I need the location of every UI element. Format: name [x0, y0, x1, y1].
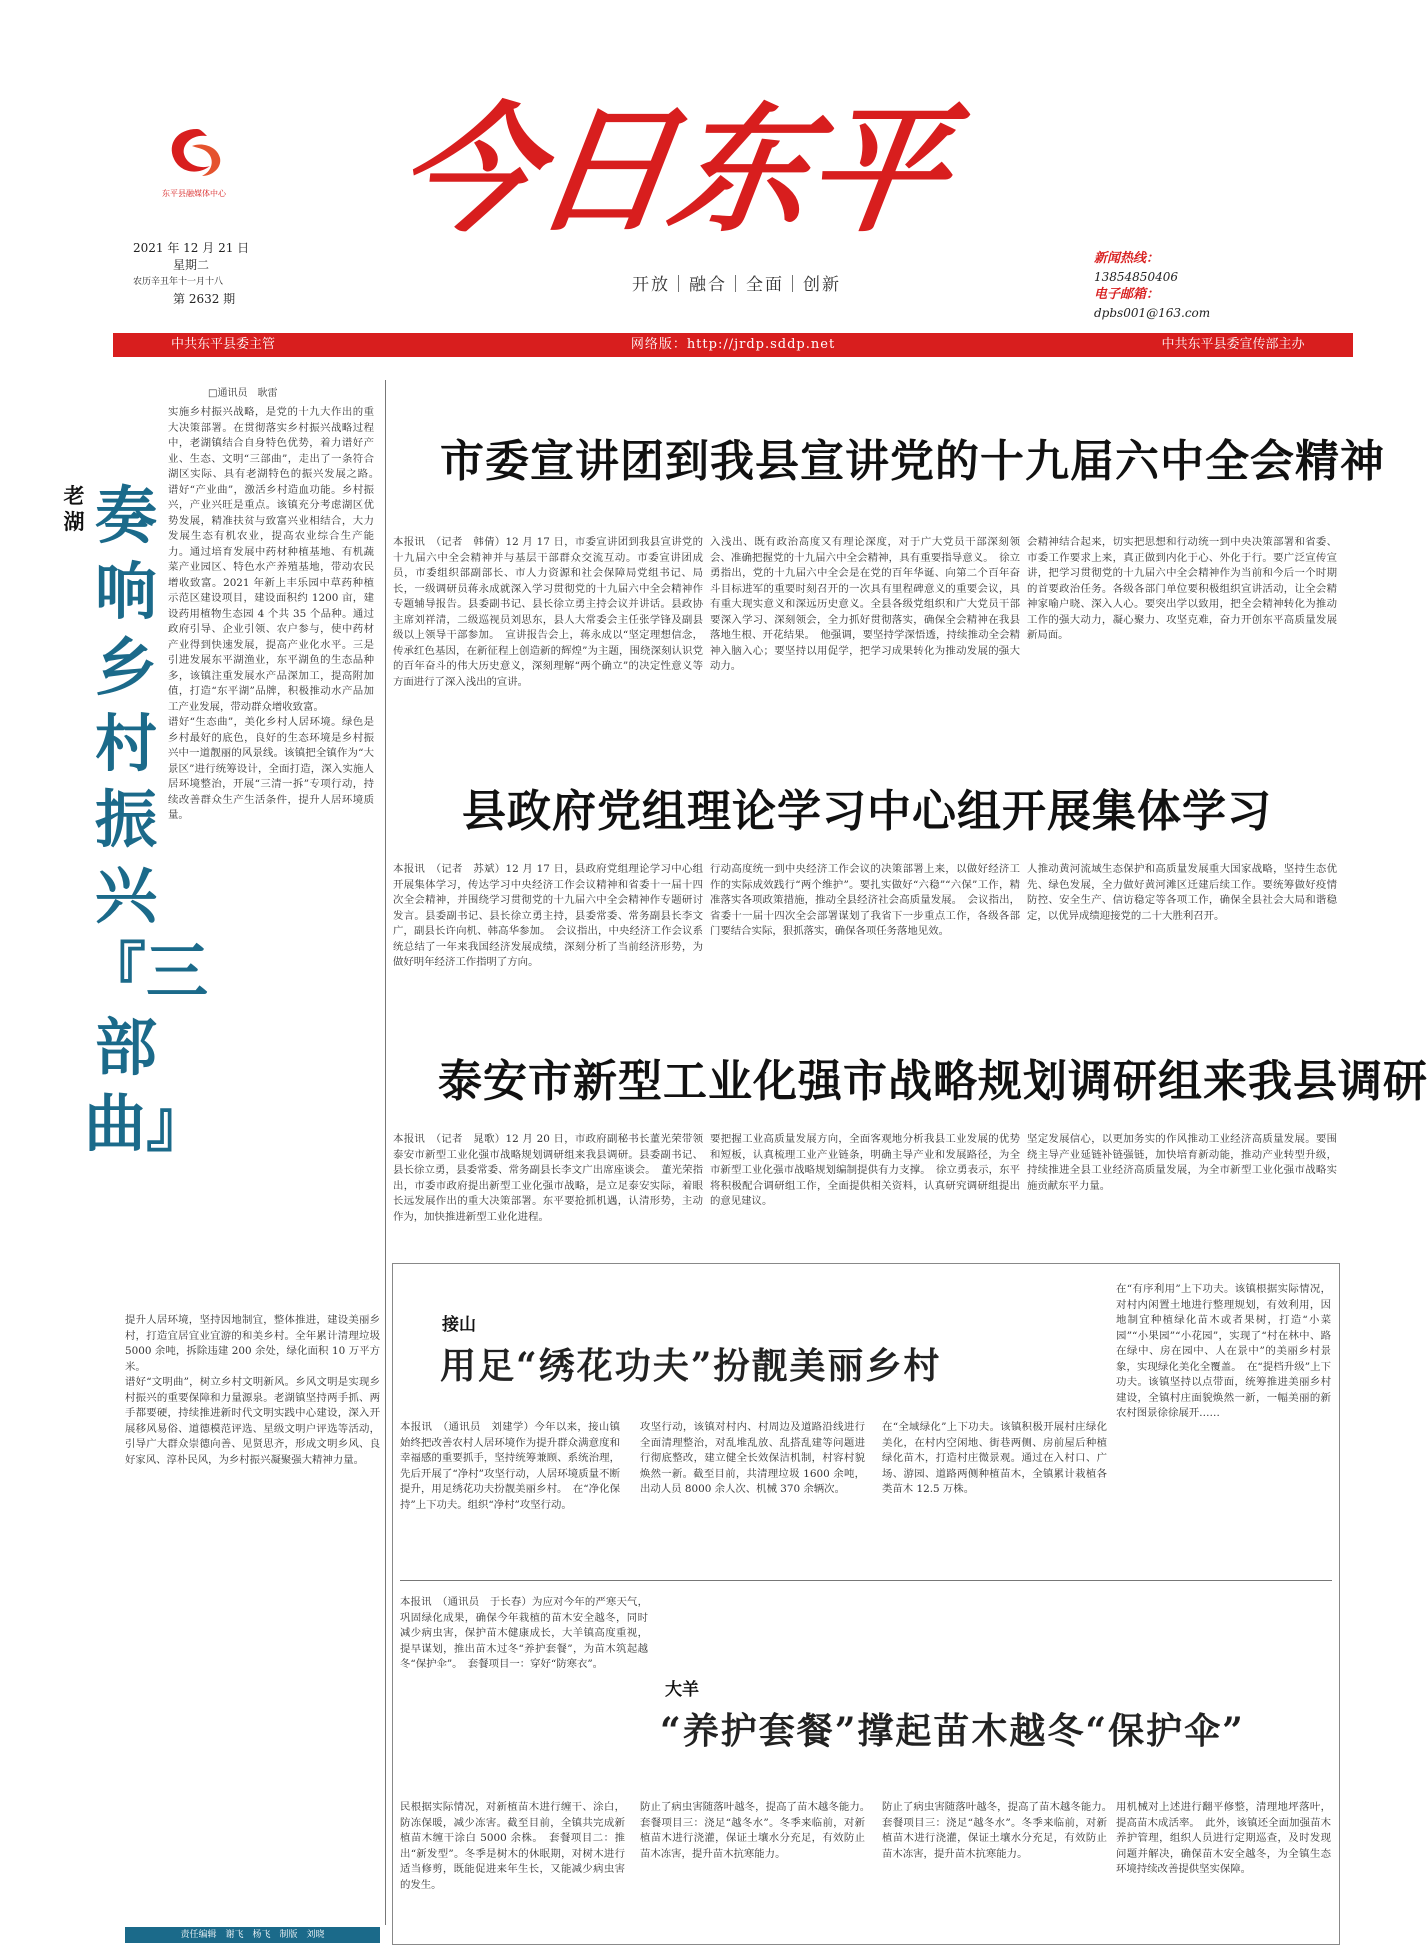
email-label: 电子邮箱： — [1094, 287, 1160, 302]
logo-caption: 东平县融媒体中心 — [162, 189, 226, 198]
side-headline: 奏响乡村振兴『三部曲』 — [84, 479, 209, 1160]
story3-headline: 泰安市新型工业化强市战略规划调研组来我县调研 — [438, 1056, 1428, 1107]
story4-place: 接山 — [442, 1315, 476, 1335]
story4-headline: 用足“绣花功夫”扮靓美丽乡村 — [440, 1345, 942, 1387]
story2-col3: 人推动黄河流域生态保护和高质量发展重大国家战略，坚持生态优先、绿色发展，全力做好黄河滩区迁建后续工作。要统筹做好疫情防控、安全生产、信访稳定等各项工作，确保全县社会大局和谐稳定，以优异成绩迎接党的二十大胜利召开。 — [1027, 863, 1337, 922]
story1-headline: 市委宣讲团到我县宣讲党的十九届六中全会精神 — [440, 436, 1385, 487]
editor-credit: 责任编辑 谢飞 杨飞 制版 刘晓 — [125, 1927, 380, 1943]
hotline-number: 13854850406 — [1094, 270, 1178, 284]
story5-col1: 本报讯 （通讯员 于长春）为应对今年的严寒天气，巩固绿化成果，确保今年栽植的苗木安全越冬，同时减少病虫害，保护苗木健康成长，大羊镇高度重视，提早谋划，推出苗木过冬“养护套餐”，为苗木筑起越冬“保护伞”。 套餐项目一：穿好“防寒衣”。 — [400, 1596, 648, 1670]
story3-col3: 坚定发展信心，以更加务实的作风推动工业经济高质量发展。要围绕主导产业延链补链强链，加快培育新动能，推动产业转型升级，持续推进全县工业经济高质量发展，为全市新型工业化强市战略实施贡献东平力量。 — [1027, 1133, 1337, 1192]
web-edition-link[interactable]: 网络版：http://jrdp.sddp.net — [630, 337, 836, 352]
story1-col3: 会精神结合起来，切实把思想和行动统一到中央决策部署和省委、市委工作要求上来，真正做到内化于心、外化于行。要广泛宣传宣讲，把学习贯彻党的十九届六中全会精神作为当前和今后一个时期的首要政治任务。各级各部门单位要积极组织宣讲活动，让全会精神家喻户晓、深入人心。要突出学以致用，把全会精神转化为推动工作的强大动力，凝心聚力、攻坚克难，奋力开创东平高质量发展新局面。 — [1027, 536, 1337, 641]
side-place: 老湖 — [63, 483, 85, 534]
hotline-label: 新闻热线： — [1094, 251, 1160, 266]
story5-col3b: 防止了病虫害随落叶越冬，提高了苗木越冬能力。 套餐项目三：浇足“越冬水”。冬季来临前，对新植苗木进行浇灌，保证土壤水分充足，有效防止苗木冻害，提升苗木抗寒能力。 — [882, 1801, 1118, 1860]
story2-col1: 本报讯 （记者 苏斌）12 月 17 日，县政府党组理论学习中心组开展集体学习，传达学习中央经济工作会议精神和省委十一届十四次全会精神，并围绕学习贯彻党的十九届六中全会精神作专题研讨发言。县委副书记、县长徐立勇主持，县委常委、常务副县长李文广，副县长许向机、韩高华参加。 会议指出，中央经济工作会议系统总结了一年来我国经济发展成绩，深刻分析了当前经济形势，为做好明年经济工作指明了方向。 — [393, 863, 703, 968]
side-body-col1: 实施乡村振兴战略，是党的十九大作出的重大决策部署。在贯彻落实乡村振兴战略过程中，老湖镇结合自身特色优势，着力谱好产业、生态、文明“三部曲”，走出了一条符合湖区实际、具有老湖特色的振兴发展之路。 谱好“产业曲”，激活乡村造血功能。乡村振兴，产业兴旺是重点。该镇充分考虑湖区优势发展，精准扶贫与致富兴业相结合，大力发展生态有机农业，提高农业综合生产能力。通过培育发展中药材种植基地、有机蔬菜产业园区、特色水产养殖基地，带动农民增收致富。2021 年新上丰乐园中草药种植示范区建设项目，建设面积约 1200 亩，建设药用植物生态园 4 个共 35 个品种。通过政府引导、企业引领、农户参与，使中药材产业得到快速发展，提高产业化水平。三是引进发展东平湖渔业，东平湖鱼的生态品种多，该镇注重发展水产品深加工，提高附加值，打造“东平湖”品牌，积极推动水产品加工产业发展，带动群众增收致富。 谱好“生态曲”，美化乡村人居环境。绿色是乡村最好的底色，良好的生态环境是乡村振兴中一道靓丽的风景线。该镇把全镇作为“大景区”进行统筹设计，全面打造，深入实施人居环境整治，开展“三清一拆”专项行动，持续改善群众生产生活条件，提升人居环境质量。 — [168, 406, 385, 821]
issue-weekday: 星期二 — [173, 258, 210, 272]
email-address: dpbs001@163.com — [1094, 306, 1211, 320]
lunar-date: 农历辛丑年十一月十八 — [133, 277, 224, 287]
publisher-left: 中共东平县委主管 — [170, 337, 275, 352]
story-divider — [400, 1580, 1332, 1581]
story5-place: 大羊 — [665, 1680, 699, 1700]
story4-col2: 攻坚行动，该镇对村内、村周边及道路沿线进行全面清理整治，对乱堆乱放、乱搭乱建等问题进行彻底整改，建立健全长效保洁机制，村容村貌焕然一新。截至目前，共清理垃圾 1600 余吨，出动人员 8000 余人次、机械 370 余辆次。 — [640, 1421, 865, 1495]
masthead-title: 今日东平 — [388, 88, 956, 251]
story5-col4: 用机械对上述进行翻平修整，清理地坪落叶，提高苗木成活率。 此外，该镇还全面加强苗木养护管理，组织人员进行定期巡查，及时发现问题并解决，确保苗木安全越冬，为全镇生态环境持续改善提供坚实保障。 — [1116, 1801, 1331, 1875]
story5-headline: “养护套餐”撑起苗木越冬“保护伞” — [660, 1710, 1245, 1752]
side-byline: □通讯员 耿雷 — [208, 388, 278, 399]
story5-col3: 防止了病虫害随落叶越冬，提高了苗木越冬能力。 套餐项目三：浇足“越冬水”。冬季来临前，对新植苗木进行浇灌，保证土壤水分充足，有效防止苗木冻害，提升苗木抗寒能力。 — [640, 1801, 876, 1860]
story3-col1: 本报讯 （记者 晁歌）12 月 20 日，市政府副秘书长董光荣带领泰安市新型工业化强市战略规划调研组来我县调研。县委副书记、县长徐立勇，县委常委、常务副县长李文广出席座谈会。 董光荣指出，市委市政府提出新型工业化强市战略，是立足泰安实际，着眼长远发展作出的重大决策部署。东平要抢抓机遇，认清形势，主动作为，加快推进新型工业化进程。 — [393, 1133, 703, 1223]
date-block — [133, 240, 263, 308]
story2-col2: 行动高度统一到中央经济工作会议的决策部署上来，以做好经济工作的实际成效践行“两个维护”。要扎实做好“六稳”“六保”工作，精准落实各项政策措施，推动全县经济社会高质量发展。 会议指出，省委十一届十四次全会部署谋划了我省下一步重点工作，各级各部门要结合实际，狠抓落实，确保各项任务落地见效。 — [710, 863, 1020, 937]
story4-col1: 本报讯 （通讯员 刘建学）今年以来，接山镇始终把改善农村人居环境作为提升群众满意度和幸福感的重要抓手，坚持统筹兼顾、系统治理，先后开展了“净村”攻坚行动，人居环境质量不断提升，用足绣花功夫扮靓美丽乡村。 在“净化保持”上下功夫。组织“净村”攻坚行动。 — [400, 1421, 620, 1511]
logo-emblem — [162, 124, 232, 184]
story3-col2: 要把握工业高质量发展方向，全面客观地分析我县工业发展的优势和短板，认真梳理工业产业链条，明确主导产业和发展路径，为全市新型工业化强市战略规划编制提供有力支撑。 徐立勇表示，东平将积极配合调研组工作，全面提供相关资料，认真研究调研组提出的意见建议。 — [710, 1133, 1020, 1207]
issue-date: 2021 年 12 月 21 日 — [133, 241, 250, 255]
story5-col2: 民根据实际情况，对新植苗木进行缠干、涂白，防冻保暖，减少冻害。截至目前，全镇共完成新植苗木缠干涂白 5000 余株。 套餐项目二：推出“新发型”。冬季是树木的休眠期，对树木进行适当修剪，既能促进来年生长，又能减少病虫害的发生。 — [400, 1801, 625, 1891]
story1-col1: 本报讯 （记者 韩倩）12 月 17 日，市委宣讲团到我县宣讲党的十九届六中全会精神并与基层干部群众交流互动。市委宣讲团成员，市委组织部副部长、市人力资源和社会保障局党组书记、局长，一级调研员蒋永成就深入学习贯彻党的十九届六中全会精神作专题辅导报告。县委副书记、县长徐立勇主持会议并讲话。县政协主席刘祥清，二级巡视员刘思东，县人大常委会主任张学锋及副县级以上领导干部参加。 宣讲报告会上，蒋永成以“坚定理想信念，传承红色基因，在新征程上创造新的辉煌”为主题，围绕深刻认识党的百年奋斗的伟大历史意义，深刻理解“两个确立”的决定性意义等方面进行了深入浅出的宣讲。 — [393, 536, 703, 688]
story1-col2: 入浅出、既有政治高度又有理论深度，对于广大党员干部深刻领会、准确把握党的十九届六中全会精神，具有重要指导意义。 徐立勇指出，党的十九届六中全会是在党的百年华诞、向第二个百年奋斗目标进军的重要时刻召开的一次具有里程碑意义的重要会议，具有重大现实意义和深远历史意义。全县各级党组织和广大党员干部要深入学习、深刻领会，全力抓好贯彻落实，确保全会精神在我县落地生根、开花结果。 他强调，要坚持学深悟透，持续推动全会精神入脑入心；要坚持以用促学，把学习成果转化为推动发展的强大动力。 — [710, 536, 1020, 672]
story2-headline: 县政府党组理论学习中心组开展集体学习 — [462, 786, 1272, 837]
story4-col4: 在“有序利用”上下功夫。该镇根据实际情况，对村内闲置土地进行整理规划，有效利用，因地制宜种植绿化苗木或者果树，打造“小菜园”“小果园”“小花园”，实现了“村在林中、路在绿中、房在园中、人在景中”的美丽乡村景象，实现绿化美化全覆盖。 在“提档升级”上下功夫。该镇坚持以点带面，统筹推进美丽乡村建设，全镇村庄面貌焕然一新，一幅美丽的新农村图景徐徐展开…… — [1116, 1283, 1331, 1419]
column-divider — [385, 380, 386, 1925]
publisher-bar — [113, 333, 1353, 357]
side-body-col2: 提升人居环境，坚持因地制宜，整体推进，建设美丽乡村，打造宜居宜业宜游的和美乡村。全年累计清理垃圾 5000 余吨，拆除违建 200 余处，绿化面积 10 万平方米。 谱好“文明曲”，树立乡村文明新风。乡风文明是实现乡村振兴的重要保障和力量源泉。老湖镇坚持两手抓、两手都要硬，持续推进新时代文明实践中心建设，深入开展移风易俗、道德模范评选、星级文明户评选等活动，引导广大群众崇德向善、见贤思齐，形成文明乡风、良好家风、淳朴民风，为乡村振兴凝聚强大精神力量。 — [125, 1314, 380, 1466]
masthead-slogan: 开放｜融合｜全面｜创新 — [632, 275, 841, 295]
contact-block — [1094, 250, 1210, 322]
story4-col3: 在“全域绿化”上下功夫。该镇积极开展村庄绿化美化，在村内空闲地、街巷两侧、房前屋后种植绿化苗木，打造村庄微景观。通过在入村口、广场、游园、道路两侧种植苗木，全镇累计栽植各类苗木 12.5 万株。 — [882, 1421, 1107, 1495]
issue-number: 第 2632 期 — [173, 292, 236, 306]
publisher-right: 中共东平县委宣传部主办 — [1161, 337, 1305, 352]
